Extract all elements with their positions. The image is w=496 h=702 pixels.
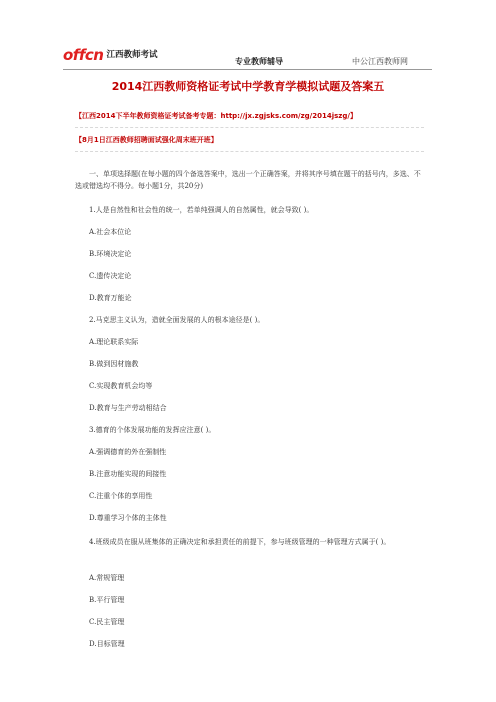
logo-subtitle: 江西教师考试: [106, 50, 158, 60]
option-item: A.理论联系实际: [89, 338, 139, 346]
option-item: D.教育与生产劳动相结合: [89, 404, 167, 412]
course-notice-text: 【8月1日江西教师招聘面试强化周末班开班】: [75, 136, 218, 144]
offcn-logo: [63, 46, 157, 64]
topic-notice: [75, 111, 357, 121]
course-notice[interactable]: [75, 135, 218, 145]
header-site-name: 中公江西教师网: [352, 57, 408, 66]
option-item: C.遗传决定论: [89, 272, 132, 280]
option-item: C.实现教育机会均等: [89, 382, 153, 390]
option-item: B.注意功能实现的间接性: [89, 470, 167, 478]
option-item: A.常规管理: [89, 574, 125, 582]
header-rule: [63, 69, 432, 70]
option-item: A.社会本位论: [89, 228, 132, 236]
question-stem: 1.人是自然性和社会性的统一，若单纯强调人的自然属性，就会导致( )。: [89, 206, 314, 214]
question-stem: 4.班级成员在服从班集体的正确决定和承担责任的前提下，参与班级管理的一种管理方式属于( )。: [89, 538, 391, 546]
option-item: D.教育万能论: [89, 294, 132, 302]
document-title: 2014江西教师资格证考试中学教育学模拟试题及答案五: [111, 80, 385, 93]
divider: [75, 151, 424, 152]
option-item: B.做到因材施教: [89, 360, 139, 368]
option-item: D.目标管理: [89, 640, 125, 648]
option-item: B.平行管理: [89, 596, 125, 604]
option-item: B.环境决定论: [89, 250, 132, 258]
option-item: A.强调德育的外在强制性: [89, 448, 167, 456]
divider: [75, 127, 424, 128]
header-tagline: 专业教师辅导: [235, 57, 283, 66]
question-stem: 2.马克思主义认为，造就全面发展的人的根本途径是( )。: [89, 316, 265, 324]
topic-link[interactable]: http://jx.zgjsks.com/zg/2014jszg/: [220, 112, 350, 120]
option-item: C.注重个体的享用性: [89, 492, 153, 500]
topic-notice-suffix: 】: [349, 112, 357, 120]
section-intro: 一、单项选择题(在每小题的四个备选答案中，选出一个正确答案，并将其序号填在题干的括号内，多选、不选或错选均不得分。每小题1分，共20分): [75, 170, 421, 190]
logo-brand: offcn: [63, 46, 104, 64]
option-item: C.民主管理: [89, 618, 125, 626]
question-stem: 3.德育的个体发展功能的发挥应注意( )。: [89, 426, 216, 434]
topic-notice-prefix: 【江西2014下半年教师资格证考试备考专题：: [75, 112, 221, 120]
option-item: D.尊重学习个体的主体性: [89, 514, 167, 522]
